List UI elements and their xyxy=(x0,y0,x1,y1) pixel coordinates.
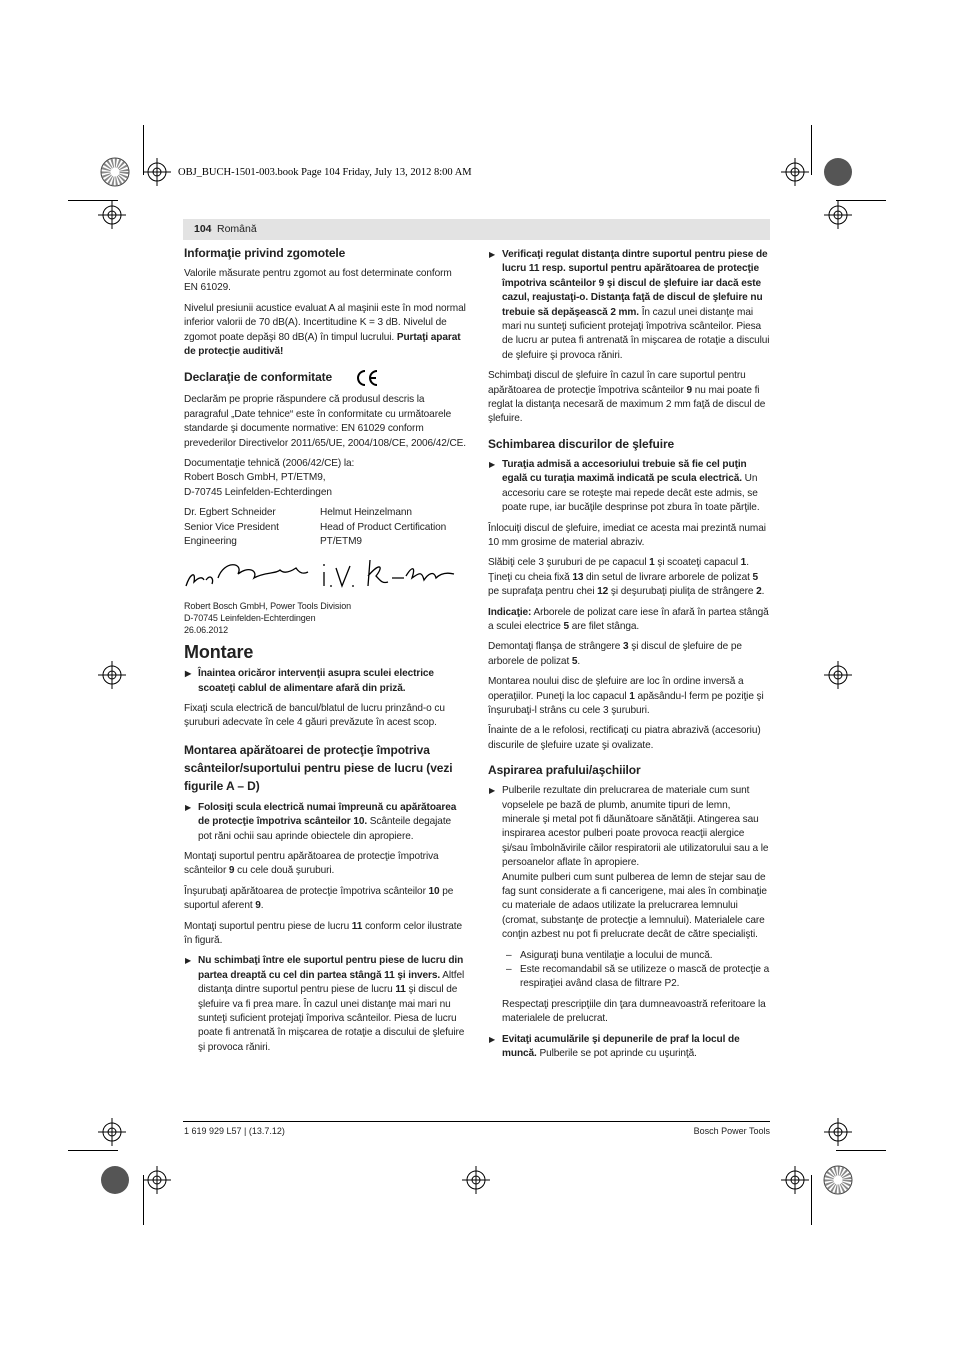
page-number: 104 xyxy=(194,223,212,235)
paragraph: Nivelul presiunii acustice evaluat A al maşinii este în mod normal inferior valorii de 70 dB(A). Incertitudine K = 3 dB. Nivelul de zgomot poate depăşi 80 dB(A) în timpul lucrului. Purtaţi aparat de protecţie auditivă! xyxy=(184,302,466,358)
footer-doc-number: 1 619 929 L57 | (13.7.12) xyxy=(184,1126,285,1136)
footer-rule xyxy=(183,1121,770,1122)
paragraph: Demontaţi flanşa de strângere 3 şi discul de şlefuire de pe arborele de polizat 5. xyxy=(488,641,742,667)
declaration-heading: Declaraţie de conformitate xyxy=(184,369,466,387)
ce-mark-icon xyxy=(355,369,379,387)
color-star-icon xyxy=(824,1166,852,1194)
dash-item: – Asiguraţi buna ventilaţie a locului de muncă. xyxy=(506,949,713,961)
paragraph: Înainte de a le refolosi, rectificaţi cu piatra abrazivă (accesoriu) discurile de şlefuire uzate şi ovalizate. xyxy=(488,725,761,751)
bullet-item: ▶ Turaţia admisă a accesoriului trebuie să fie cel puţin egală cu turaţia maximă indicată pe scula electrică. Un accesoriu care se roteşte mai repede decât este admis, se poate rupe, iar bucăţile desprinse pot zbura în toate părţile. xyxy=(489,458,760,514)
subsection-heading: Montarea apărătoarei de protecţie împotriva scânteilor/suportului pentru piese de lucru (vezi figurile A – D) xyxy=(184,742,453,793)
paragraph: Înlocuiţi discul de şlefuire, imediat ce acesta mai prezintă numai 10 mm grosime de material abraziv. xyxy=(488,522,766,548)
signatory-2: Helmut Heinzelmann Head of Product Certification PT/ETM9 xyxy=(320,507,447,548)
registration-target-icon xyxy=(98,661,126,689)
registration-target-icon xyxy=(143,1166,171,1194)
subsection-heading: Schimbarea discurilor de şlefuire xyxy=(488,436,675,451)
bullet-item: ▶ Nu schimbaţi între ele suportul pentru piese de lucru din partea dreaptă cu cel din partea stângă 11 şi invers. Altfel distanţa dintre suportul pentru piese de lucru 11 şi discul de şlefuire va fi prea mare. În cazul unei distanţe mai mari nu sunteţi suficient protejaţi împoriva scânteilor. Piesa de lucru poate fi antrenată în mişcarea de rotaţie a discului de şlefuire şi provoca răniri. xyxy=(185,955,465,1053)
registration-target-icon xyxy=(462,1166,490,1194)
right-column xyxy=(488,248,770,1068)
paragraph: Montaţi suportul pentru apărătoarea de protecţie împotriva scânteilor 9 cu cele două şuruburi. xyxy=(184,850,439,877)
paragraph: Înşurubaţi apărătoarea de protecţie împotriva scânteilor 10 pe suportul aferent 9. xyxy=(184,885,454,912)
signature-block: Robert Bosch GmbH, Power Tools Division D-70745 Leinfelden-Echterdingen 26.06.2012 xyxy=(184,600,351,636)
bullet-item: ▶ Pulberile rezultate din prelucrarea de materiale cum sunt vopselele pe bază de plumb, anumite tipuri de lemn, minerale şi metal pot fi dăunătoare sănătăţii. Atingerea sau inspirarea acestor pulberi poate provoca reacţii alergice şi/sau îmbolnăvirile căilor respiratorii ale utilizatorului sau a le persoanelor aflate în apropiere. Anumite pulberi cum sunt pulberea de lemn de stejar sau de fag sunt considerate a fi cancerigene, mai ales în combinaţie cu materiale de adaos utilizate la prelucrarea lemnului (cromat, substanţe de protecţie a lemnului). Materialele care conţin azbest nu pot fi prelucrate decât de către specialişti. xyxy=(489,785,769,941)
paragraph: Montarea noului disc de şlefuire are loc în ordine inversă a operaţiilor. Puneţi la loc capacul 1 apăsându-l ferm pe poziţie şi înşurubaţi-l strâns cu cele 3 şuruburi. xyxy=(488,676,764,716)
color-star-icon xyxy=(101,158,129,186)
bullet-triangle-icon: ▶ xyxy=(185,669,192,679)
signature-image xyxy=(184,556,466,596)
language-label: Română xyxy=(217,223,257,235)
bullet-triangle-icon: ▶ xyxy=(489,1034,496,1044)
paragraph: Fixaţi scula electrică de bancul/blatul de lucru prinzând-o cu şuruburi adecvate în cele 4 găuri prevăzute în acest scop. xyxy=(184,702,445,729)
registration-target-icon xyxy=(824,201,852,229)
signatory-1: Dr. Egbert Schneider Senior Vice President Engineering xyxy=(184,507,279,548)
paragraph: Indicaţie: Arborele de polizat care iese în afară în partea stângă a sculei electrice 5 are filet stânga. xyxy=(488,606,769,632)
registration-target-icon xyxy=(781,1166,809,1194)
noise-heading: Informaţie privind zgomotele xyxy=(184,246,346,260)
left-column xyxy=(184,246,466,1061)
registration-target-icon xyxy=(824,661,852,689)
bullet-item: ▶ Înaintea oricăror intervenţii asupra sculei electrice scoateţi cablul de alimentare afară din priză. xyxy=(185,668,434,694)
paragraph: Schimbaţi discul de şlefuire în cazul în care suportul pentru apărătoarea de protecţie împotriva scânteilor 9 nu mai poate fi reglat la distanţa necesară de maximum 2 mm faţă de discul de şlefuire. xyxy=(488,370,766,425)
bullet-triangle-icon: ▶ xyxy=(489,250,496,259)
bullet-triangle-icon: ▶ xyxy=(185,956,192,966)
dash-item: – Este recomandabil să se utilizeze o mască de protecţie a respiraţiei având clasa de filtrare P2. xyxy=(506,964,770,990)
registration-target-icon xyxy=(824,1118,852,1146)
gray-dot-icon xyxy=(824,158,852,186)
paragraph: Respectaţi prescripţiile din ţara dumneavoastră referitoare la materialele de prelucrat. xyxy=(502,998,766,1025)
bullet-item: ▶ Verificaţi regulat distanţa dintre suportul pentru piese de lucru 11 resp. suportul pentru apărătoarea de protecţie împotriva scânteilor 9 şi discul de şlefuire iar dacă este cazul, reajustaţi-o. Distanţa faţă de discul de şlefuire nu trebuie să depăşească 2 mm. În cazul unei distanţe mai mari nu sunteţi suficient protejaţi împotriva scânteilor. Piesa de lucru ar putea fi antrenată în mişcarea de rotaţie a discului de şlefuire şi provoca răniri. xyxy=(489,249,770,361)
page-header xyxy=(183,219,770,240)
paragraph: Slăbiţi cele 3 şuruburi de pe capacul 1 şi scoateţi capacul 1. Ţineţi cu cheia fixă 13 din setul de livrare arborele de polizat 5 pe suprafaţa pentru chei 12 şi deşurubaţi piuliţa de strângere 2. xyxy=(488,557,765,598)
bullet-item: ▶ Folosiţi scula electrică numai împreună cu apărătoarea de protecţie împotriva scânteilor 10. Scânteile degajate pot răni ochii sau aprinde obiectele din apropiere. xyxy=(185,801,457,842)
paragraph: Declarăm pe proprie răspundere că produsul descris la paragraful „Date tehnice“ este în conformitate cu următoarele standarde şi documente normative: EN 61029 conform prevederilor Directivelor 2011/65/UE, 2004/108/CE, 2006/42/CE. xyxy=(184,394,467,449)
bullet-triangle-icon: ▶ xyxy=(185,802,192,812)
montare-heading: Montare xyxy=(184,641,254,662)
paragraph: Valorile măsurate pentru zgomot au fost determinate conform EN 61029. xyxy=(184,268,452,294)
paragraph: Montaţi suportul pentru piese de lucru 11 conform celor ilustrate în figură. xyxy=(184,920,462,946)
registration-target-icon xyxy=(98,1118,126,1146)
bullet-triangle-icon: ▶ xyxy=(489,459,496,469)
print-slug: OBJ_BUCH-1501-003.book Page 104 Friday, July 13, 2012 8:00 AM xyxy=(178,167,472,178)
bullet-item: ▶ Evitaţi acumulările şi depunerile de praf la locul de muncă. Pulberile se pot aprinde cu uşurinţă. xyxy=(489,1033,740,1060)
footer-brand: Bosch Power Tools xyxy=(693,1126,770,1136)
signatories xyxy=(184,506,466,549)
registration-target-icon xyxy=(781,158,809,186)
gray-dot-icon xyxy=(101,1166,129,1194)
registration-target-icon xyxy=(98,201,126,229)
registration-target-icon xyxy=(143,158,171,186)
paragraph: Documentaţie tehnică (2006/42/CE) la: Robert Bosch GmbH, PT/ETM9, D-70745 Leinfelden-Echterdingen xyxy=(184,458,355,498)
bullet-triangle-icon: ▶ xyxy=(489,786,496,796)
subsection-heading: Aspirarea prafului/aşchiilor xyxy=(488,763,641,778)
